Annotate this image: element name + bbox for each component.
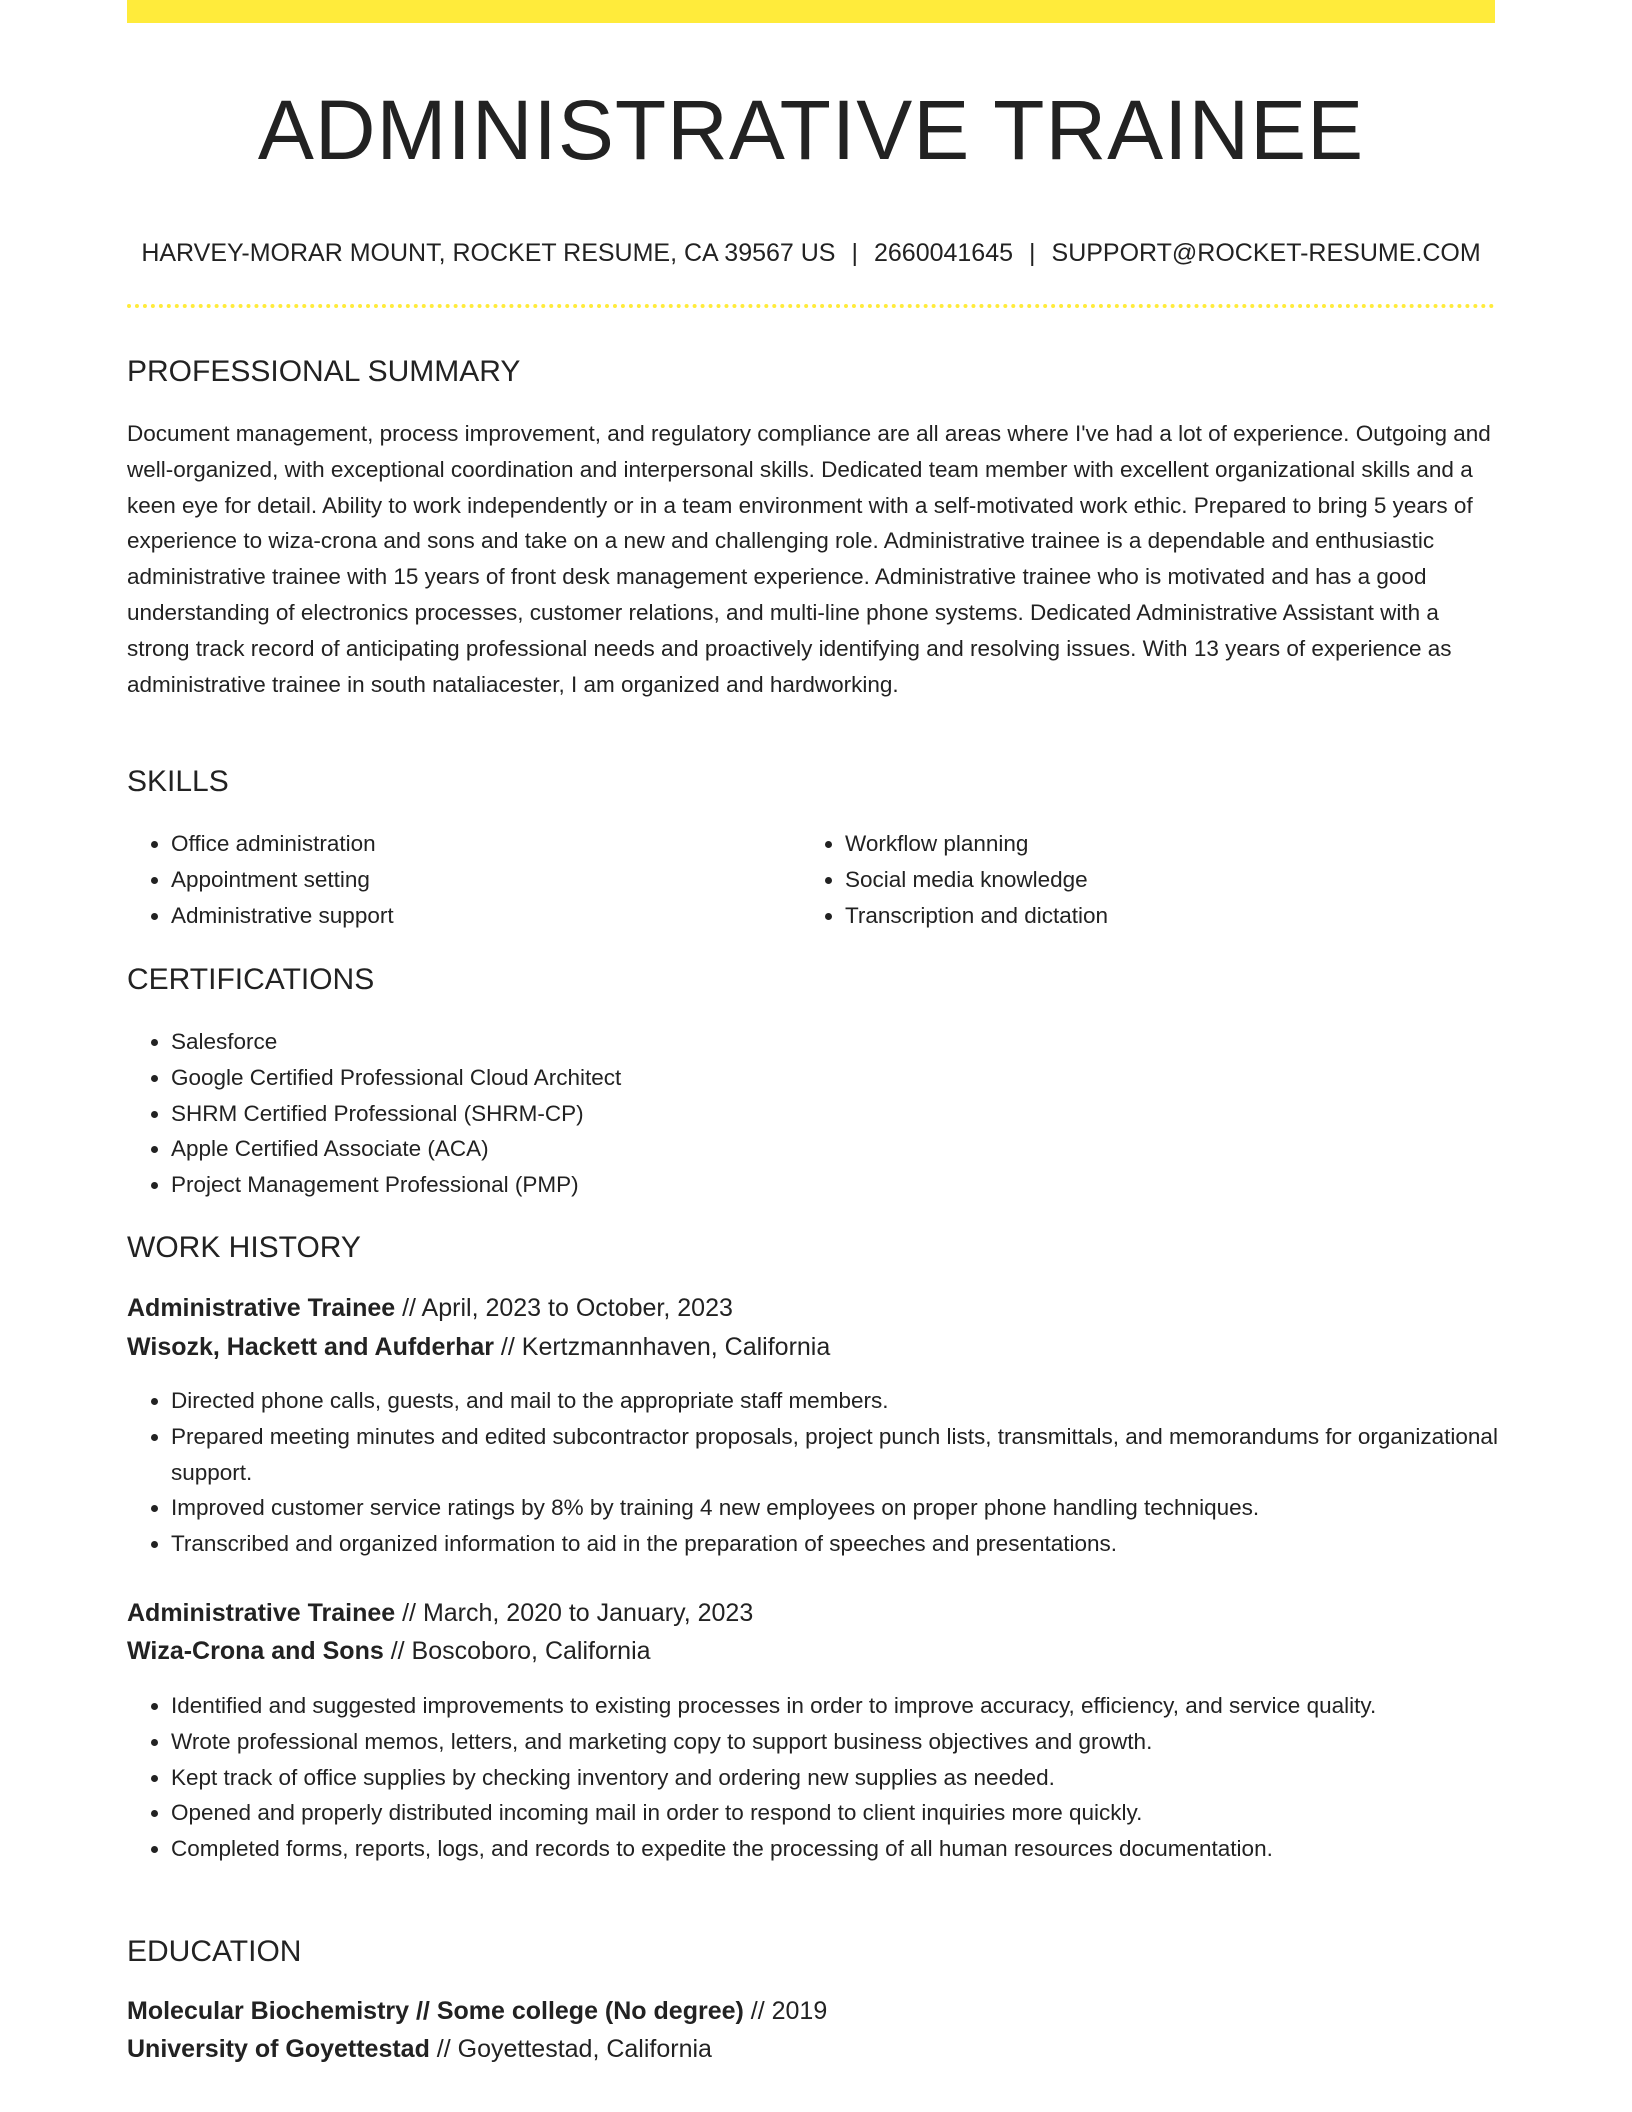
job-bullet: • Kept track of office supplies by checking inventory and ordering new supplies as needed.: [171, 1760, 1539, 1796]
skill-item: • Appointment setting: [171, 862, 771, 898]
education-school: University of Goyettestad: [127, 2035, 430, 2063]
job-role: Administrative Trainee: [127, 1294, 396, 1322]
certification-item: • Apple Certified Associate (ACA): [171, 1131, 1539, 1167]
education-heading: EDUCATION: [127, 1935, 302, 1968]
skills-column-right: [801, 826, 1445, 933]
education-degree: Molecular Biochemistry // Some college (No degree): [127, 1997, 744, 2025]
skill-item: • Transcription and dictation: [845, 898, 1445, 934]
certifications-heading: CERTIFICATIONS: [127, 963, 375, 996]
work-history-heading: WORK HISTORY: [127, 1231, 361, 1264]
job-location: // Boscoboro, California: [383, 1637, 651, 1665]
job-bullets: [127, 1688, 1539, 1867]
contact-separator: |: [851, 239, 858, 267]
job-company-line: [127, 1634, 651, 1668]
job-company: Wisozk, Hackett and Aufderhar: [127, 1333, 494, 1361]
certification-item: • SHRM Certified Professional (SHRM-CP): [171, 1096, 1539, 1132]
skills-heading: SKILLS: [127, 765, 229, 798]
skill-item: • Office administration: [171, 826, 771, 862]
education-degree-line: [127, 1994, 827, 2028]
job-title-line: [127, 1596, 753, 1630]
certification-item: • Google Certified Professional Cloud Architect: [171, 1060, 1539, 1096]
contact-address: HARVEY-MORAR MOUNT, ROCKET RESUME, CA 39567 US: [141, 239, 836, 267]
job-bullet: • Completed forms, reports, logs, and records to expedite the processing of all human resources documentation.: [171, 1831, 1539, 1867]
job-bullet: • Directed phone calls, guests, and mail to the appropriate staff members.: [171, 1383, 1539, 1419]
job-bullet: • Wrote professional memos, letters, and marketing copy to support business objectives and growth.: [171, 1724, 1539, 1760]
certification-item: • Salesforce: [171, 1024, 1539, 1060]
job-role: Administrative Trainee: [127, 1599, 396, 1627]
education-school-line: [127, 2032, 712, 2066]
job-bullets: [127, 1383, 1539, 1562]
job-dates: // March, 2020 to January, 2023: [395, 1599, 754, 1627]
certifications-list: [127, 1024, 1539, 1203]
job-location: // Kertzmannhaven, California: [493, 1333, 831, 1361]
job-bullet: • Opened and properly distributed incoming mail in order to respond to client inquiries more quickly.: [171, 1795, 1539, 1831]
job-company: Wiza-Crona and Sons: [127, 1637, 384, 1665]
summary-text: Document management, process improvement, and regulatory compliance are all areas where I've had a lot of experience. Outgoing and well-organized, with exceptional coordination and interpersonal skills. Dedicated team member with excellent organizational skills and a keen eye for detail. Ability to work independently or in a team environment with a self-motivated work ethic. Prepared to bring 5 years of experience to wiza-crona and sons and take on a new and challenging role. Administrative trainee is a dependable and enthusiastic administrative trainee with 15 years of front desk management experience. Administrative trainee who is motivated and has a good understanding of electronics processes, customer relations, and multi-line phone systems. Dedicated Administrative Assistant with a strong track record of anticipating professional needs and proactively identifying and resolving issues. With 13 years of experience as administrative trainee in south nataliacester, I am organized and hardworking.: [127, 421, 1491, 697]
job-bullet: • Identified and suggested improvements to existing processes in order to improve accuracy, efficiency, and service quality.: [171, 1688, 1539, 1724]
job-bullet: • Prepared meeting minutes and edited subcontractor proposals, project punch lists, transmittals, and memorandums for organizational support.: [171, 1419, 1539, 1491]
skill-item: • Administrative support: [171, 898, 771, 934]
contact-email: SUPPORT@ROCKET-RESUME.COM: [1051, 239, 1481, 267]
resume-name: ADMINISTRATIVE TRAINEE: [257, 83, 1365, 177]
skill-item: • Workflow planning: [845, 826, 1445, 862]
summary-heading: PROFESSIONAL SUMMARY: [127, 355, 521, 388]
dotted-divider: [127, 304, 1495, 308]
job-title-line: [127, 1291, 733, 1325]
contact-line: [127, 236, 1495, 270]
job-bullet: • Improved customer service ratings by 8% by training 4 new employees on proper phone handling techniques.: [171, 1490, 1539, 1526]
certification-item: • Project Management Professional (PMP): [171, 1167, 1539, 1203]
job-bullet: • Transcribed and organized information to aid in the preparation of speeches and presentations.: [171, 1526, 1539, 1562]
job-company-line: [127, 1330, 830, 1364]
contact-separator: |: [1029, 239, 1036, 267]
skills-column-left: [127, 826, 771, 933]
skill-item: • Social media knowledge: [845, 862, 1445, 898]
education-location: // Goyettestad, California: [429, 2035, 712, 2063]
education-year: // 2019: [743, 1997, 828, 2025]
accent-bar: [127, 0, 1495, 23]
job-dates: // April, 2023 to October, 2023: [395, 1294, 733, 1322]
contact-phone: 2660041645: [873, 239, 1014, 267]
